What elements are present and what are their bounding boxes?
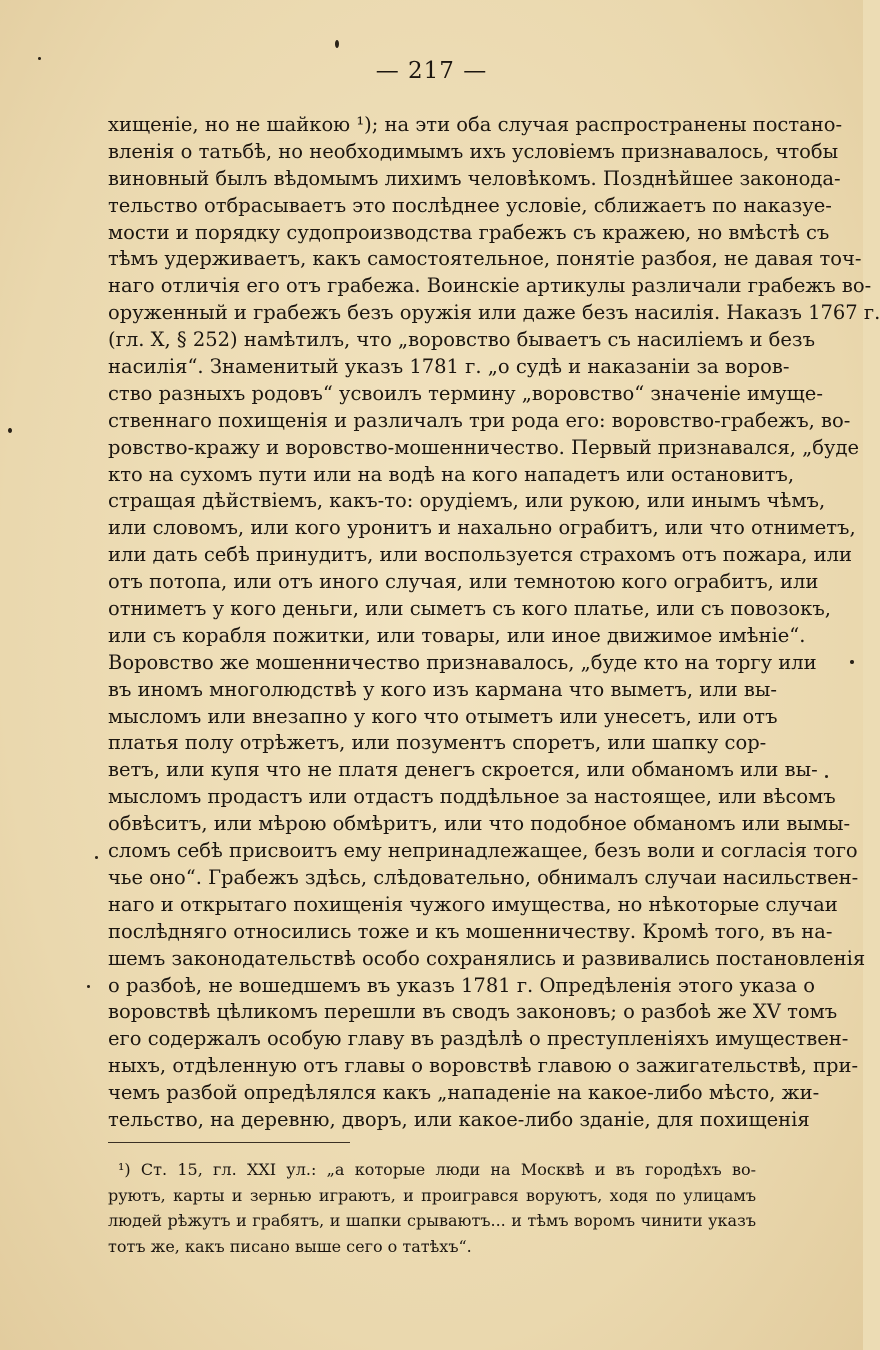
footnote-line: тотъ же, какъ писано выше сего о татѣхъ“. [108,1236,472,1256]
text-line: стращая дѣйствіемъ, какъ-то: орудіемъ, или рукою, или инымъ чѣмъ, [108,489,826,513]
footnote-line: ¹) Ст. 15, гл. XXI ул.: „а которые люди на Москвѣ и въ городѣхъ во- [118,1160,756,1179]
text-line: отъ потопа, или отъ иного случая, или темнотою кого ограбитъ, или [108,570,819,594]
footnote-line: людей рѣжутъ и грабятъ, и шапки срываютъ... и тѣмъ воромъ чинити указъ [108,1211,756,1230]
ink-speck [335,40,339,48]
text-line: (гл. X, § 252) намѣтилъ, что „воровство бываетъ съ насиліемъ и безъ [108,328,815,352]
text-line: мости и порядку судопроизводства грабежъ съ кражею, но вмѣстѣ съ [108,220,830,244]
text-line: ственнаго похищенія и различалъ три рода его: воровство-грабежъ, во- [108,408,851,432]
text-line: въ иномъ многолюдствѣ у кого изъ кармана что выметъ, или вы- [108,677,777,701]
ink-speck [38,57,41,60]
text-line: отниметъ у кого деньги, или сыметъ съ кого платье, или съ повозокъ, [108,597,831,621]
footnote [108,1157,756,1259]
text-line: сломъ себѣ присвоитъ ему непринадлежащее, безъ воли и согласія того [108,839,858,863]
text-line: мысломъ продастъ или отдастъ поддѣльное за настоящее, или вѣсомъ [108,785,836,809]
text-line: его содержалъ особую главу въ раздѣлѣ о преступленіяхъ имуществен- [108,1027,849,1051]
text-line: обвѣситъ, или мѣрою обмѣритъ, или что подобное обманомъ или вымы- [108,812,851,836]
text-line: шемъ законодательствѣ особо сохранялись и развивались постановленія [108,946,866,970]
text-line: или дать себѣ принудитъ, или воспользуется страхомъ отъ пожара, или [108,543,852,567]
text-line: о разбоѣ, не вошедшемъ въ указъ 1781 г. Опредѣленія этого указа о [108,973,815,997]
ink-speck [95,856,98,859]
footnote-line: руютъ, карты и зернью играютъ, и проигрався воруютъ, ходя по улицамъ [108,1185,756,1205]
text-line: чемъ разбой опредѣлялся какъ „нападеніе на какое-либо мѣсто, жи- [108,1081,820,1105]
text-line: воровствѣ цѣликомъ перешли въ сводъ законовъ; о разбоѣ же XV томъ [108,1000,838,1024]
text-line: ветъ, или купя что не платя денегъ скроется, или обманомъ или вы- [108,758,818,782]
text-line: чье оно“. Грабежъ здѣсь, слѣдовательно, обнималъ случаи насильствен- [108,865,859,889]
text-line: Воровство же мошенничество признавалось, „буде кто на торгу или [108,650,817,674]
ink-speck [850,660,854,664]
main-text [108,112,880,1134]
text-line: или словомъ, или кого уронитъ и нахально ограбитъ, или что отниметъ, [108,516,856,540]
ink-speck [8,428,12,433]
text-line: тельство, на деревню, дворъ, или какое-либо зданіе, для похищенія [108,1107,810,1131]
text-line: кто на сухомъ пути или на водѣ на кого нападетъ или остановитъ, [108,462,795,486]
text-line: тельство отбрасываетъ это послѣднее условіе, сближаетъ по наказуе- [108,193,832,217]
text-line: платья полу отрѣжетъ, или позументъ споретъ, или шапку сор- [108,731,767,755]
text-line: вленія о татьбѣ, но необходимымъ ихъ условіемъ признавалось, чтобы [108,139,839,163]
text-line: ровство-кражу и воровство-мошенничество. Первый признавался, „буде [108,435,860,459]
ink-speck [87,985,90,988]
text-line: мысломъ или внезапно у кого что отыметъ или унесетъ, или отъ [108,704,778,728]
text-line: хищеніе, но не шайкою ¹); на эти оба случая распространены постано- [108,113,843,136]
text-line: наго и открытаго похищенія чужого имущества, но нѣкоторые случаи [108,892,838,916]
text-line: тѣмъ удерживаетъ, какъ самостоятельное, понятіе разбоя, не давая точ- [108,247,862,271]
text-line: или съ корабля пожитки, или товары, или иное движимое имѣніе“. [108,623,806,647]
text-line: послѣдняго относились тоже и къ мошенничеству. Кромѣ того, въ на- [108,919,833,943]
text-line: наго отличія его отъ грабежа. Воинскіе артикулы различали грабежъ во- [108,274,872,298]
text-line: ство разныхъ родовъ“ усвоилъ термину „воровство“ значеніе имуще- [108,381,823,405]
footnote-divider [108,1142,350,1143]
text-line: ныхъ, отдѣленную отъ главы о воровствѣ главою о зажигательствѣ, при- [108,1054,859,1078]
ink-speck [825,775,828,778]
text-line: насилія“. Знаменитый указъ 1781 г. „о судѣ и наказаніи за воров- [108,355,790,379]
text-line: виновный былъ вѣдомымъ лихимъ человѣкомъ. Позднѣйшее законода- [108,166,841,190]
page-number: — 217 — [375,58,488,84]
text-line: оруженный и грабежъ безъ оружія или даже безъ насилія. Наказъ 1767 г. [108,301,880,325]
